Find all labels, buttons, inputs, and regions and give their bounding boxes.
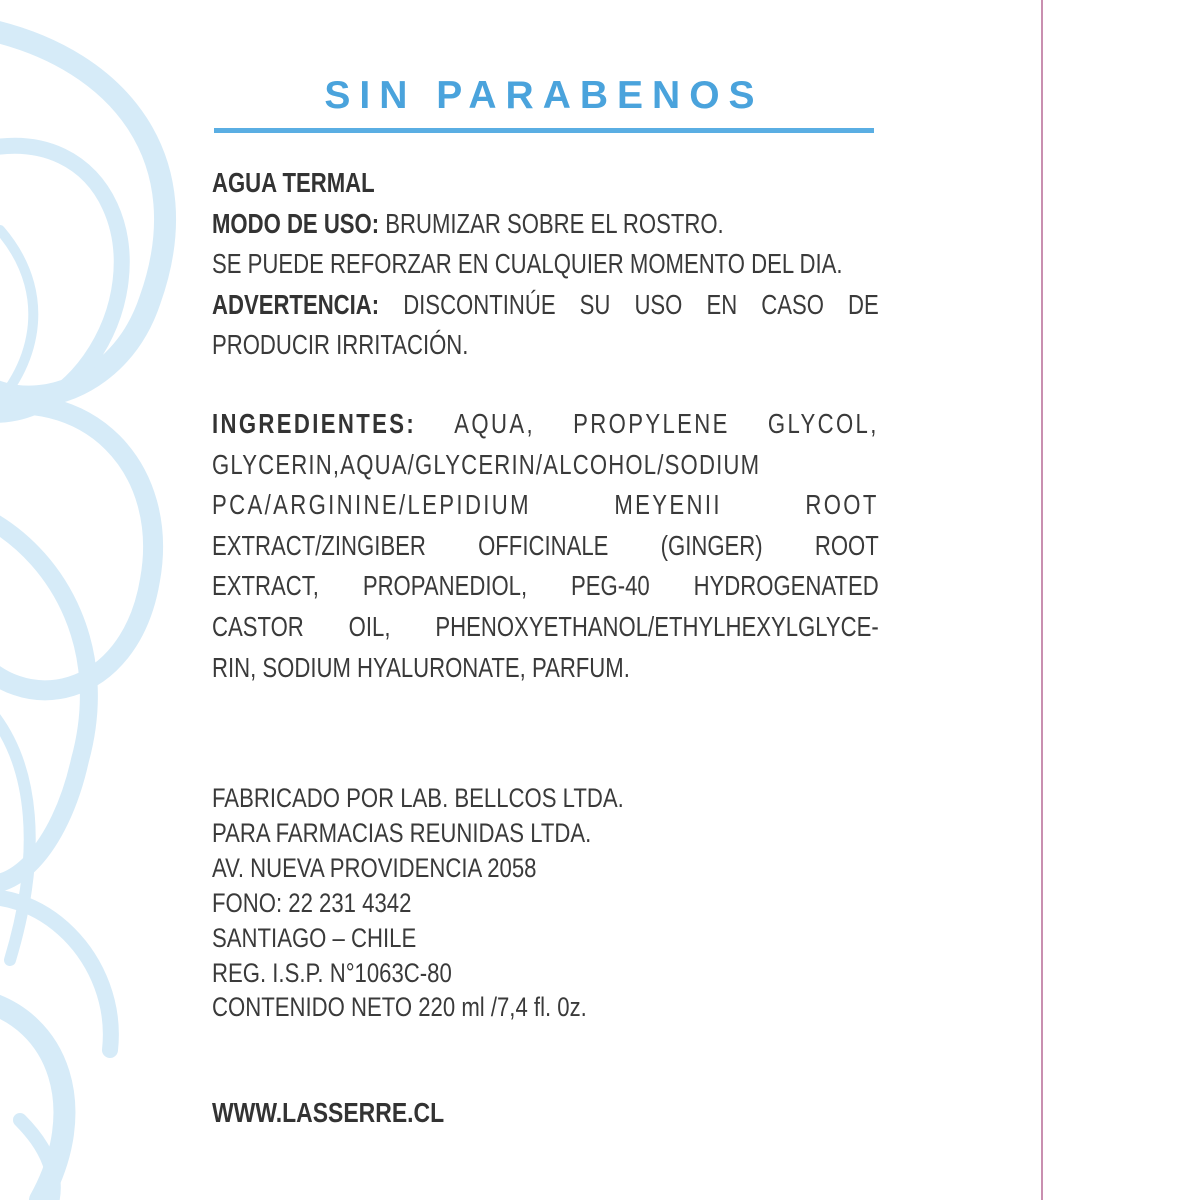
ingredients-line-2: GLYCERIN,AQUA/GLYCERIN/ALCOHOL/SODIUM bbox=[212, 448, 761, 480]
ingredient-word: PROPANEDIOL, bbox=[362, 570, 528, 602]
phone-line: FONO: 22 231 4342 bbox=[212, 887, 412, 918]
ingredient-word: PEG-40 bbox=[571, 570, 650, 602]
manufacturer-line: PARA FARMACIAS REUNIDAS LTDA. bbox=[212, 817, 592, 848]
website-link[interactable]: WWW.LASSERRE.CL bbox=[212, 1097, 445, 1128]
ingredients-line-7: RIN, SODIUM HYALURONATE, PARFUM. bbox=[212, 651, 630, 683]
warning-word: CASO bbox=[761, 288, 824, 320]
warning-word: DE bbox=[847, 288, 879, 320]
ingredient-word: OFFICINALE bbox=[478, 529, 609, 561]
ingredients-line-4 bbox=[212, 526, 879, 567]
usage-label: MODO DE USO: bbox=[212, 207, 380, 239]
title-underline bbox=[214, 128, 874, 133]
warning-label: ADVERTENCIA: bbox=[212, 288, 380, 320]
ingredients-line-3 bbox=[212, 485, 879, 526]
ingredient-word: OIL, bbox=[348, 610, 391, 642]
website-block bbox=[212, 1096, 495, 1130]
ingredient-word: CASTOR bbox=[212, 610, 304, 642]
warning-word: EN bbox=[706, 288, 738, 320]
usage-text: BRUMIZAR SOBRE EL ROSTRO. bbox=[379, 207, 724, 239]
ingredient-word: AQUA, bbox=[454, 408, 535, 439]
ingredient-word: GLYCOL, bbox=[767, 408, 879, 439]
ingredients-label: INGREDIENTES: bbox=[212, 408, 417, 439]
ingredient-word: ROOT bbox=[814, 529, 879, 561]
ingredient-word: EXTRACT, bbox=[212, 570, 319, 602]
ingredient-word: PROPYLENE bbox=[573, 408, 730, 439]
warning-line-2: PRODUCIR IRRITACIÓN. bbox=[212, 329, 469, 361]
manufacturer-line: AV. NUEVA PROVIDENCIA 2058 bbox=[212, 852, 537, 883]
ingredient-word: HYDROGENATED bbox=[693, 570, 879, 602]
manufacturer-line: SANTIAGO – CHILE bbox=[212, 922, 417, 953]
warning-word: DISCONTINÚE bbox=[403, 288, 556, 320]
ingredient-word: ROOT bbox=[805, 489, 879, 521]
page-title: SIN PARABENOS bbox=[324, 74, 764, 117]
ingredients-line-1 bbox=[212, 404, 879, 445]
ingredients-line-5 bbox=[212, 566, 879, 607]
fold-edge-line bbox=[1041, 0, 1043, 1200]
manufacturer-info bbox=[212, 781, 714, 1025]
product-name: AGUA TERMAL bbox=[212, 167, 375, 198]
ingredient-word: (GINGER) bbox=[660, 529, 763, 561]
usage-line-2: SE PUEDE REFORZAR EN CUALQUIER MOMENTO DEL DIA. bbox=[212, 248, 843, 280]
usage-line bbox=[212, 204, 740, 245]
ingredient-word: MEYENII bbox=[614, 489, 722, 521]
ingredients-section bbox=[212, 404, 880, 688]
usage-section bbox=[212, 163, 880, 366]
net-content-line: CONTENIDO NETO 220 ml /7,4 fl. 0z. bbox=[212, 992, 587, 1023]
ingredient-word: PCA/ARGININE/LEPIDIUM bbox=[212, 489, 531, 521]
ingredient-word: PHENOXYETHANOL/ETHYLHEXYLGLYCE- bbox=[435, 610, 879, 642]
warning-word: USO bbox=[634, 288, 683, 320]
warning-word: SU bbox=[579, 288, 611, 320]
ingredient-word: EXTRACT/ZINGIBER bbox=[212, 529, 426, 561]
warning-line bbox=[212, 285, 879, 326]
ingredients-line-6 bbox=[212, 607, 879, 648]
manufacturer-line: FABRICADO POR LAB. BELLCOS LTDA. bbox=[212, 783, 624, 813]
registration-line: REG. I.S.P. N°1063C-80 bbox=[212, 957, 452, 988]
